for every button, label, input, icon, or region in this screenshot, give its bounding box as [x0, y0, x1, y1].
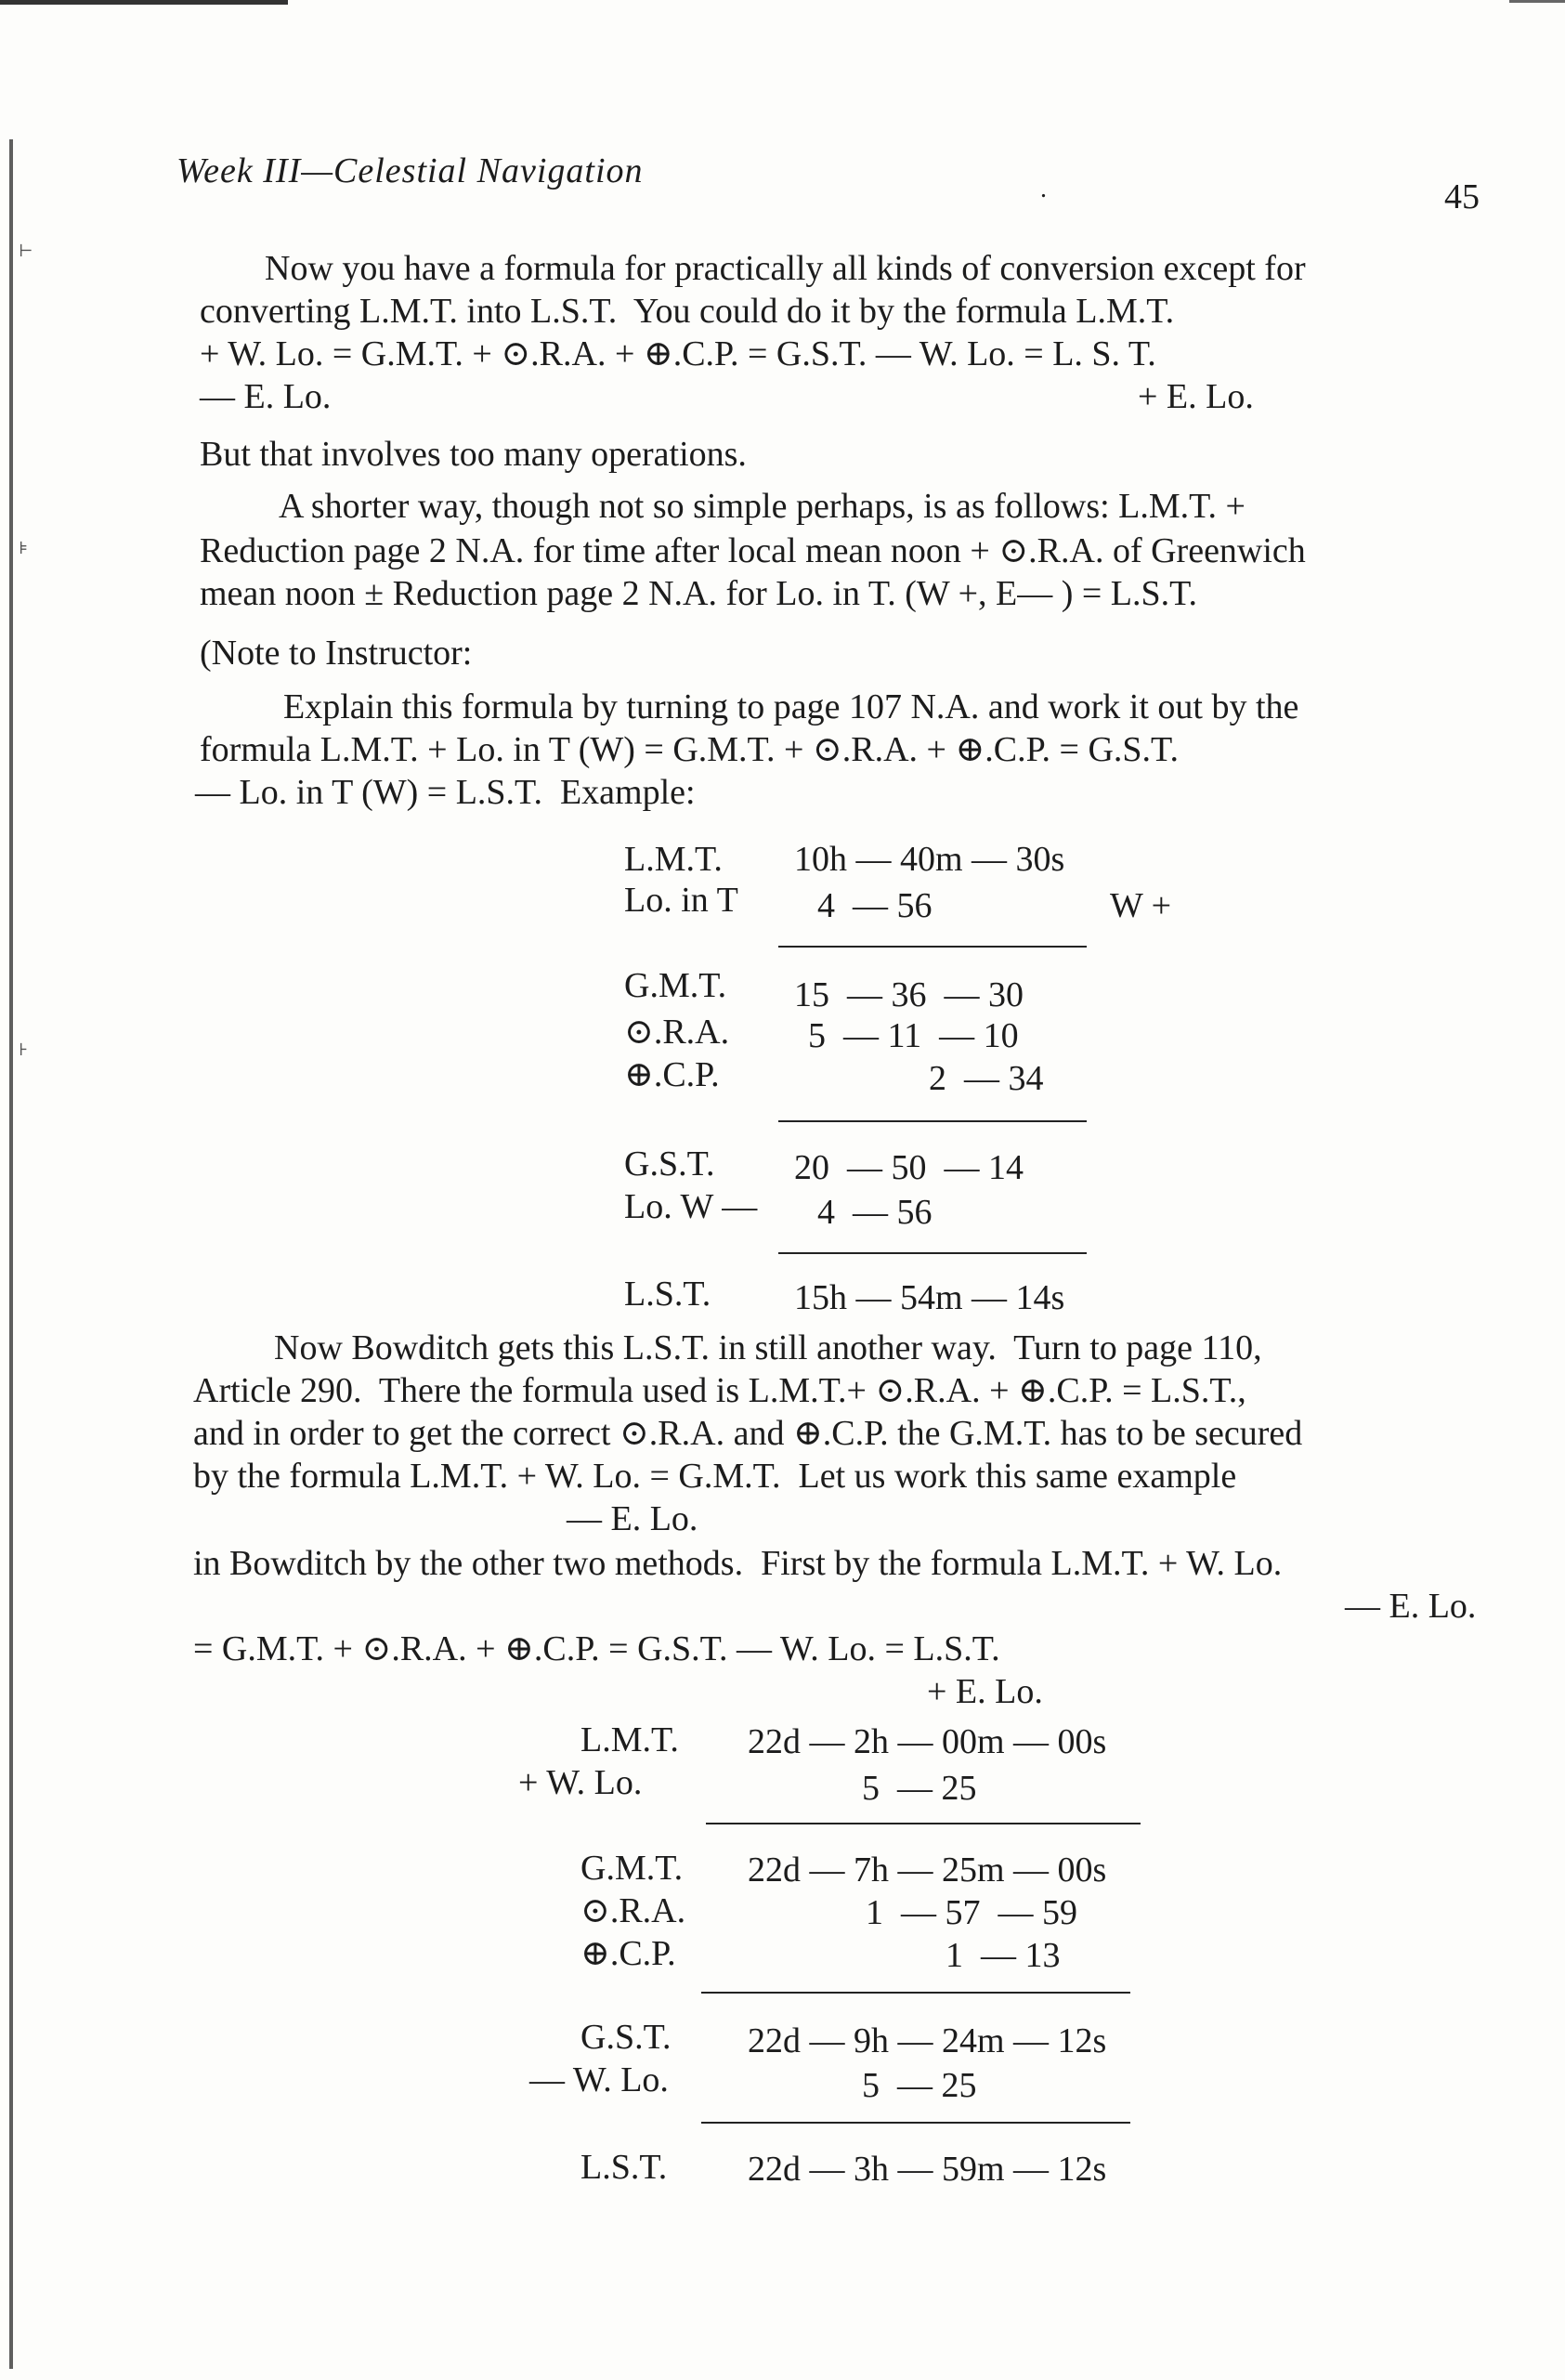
- text-line: + E. Lo.: [927, 1672, 1043, 1711]
- text-line: by the formula L.M.T. + W. Lo. = G.M.T. Let us work this same example: [193, 1457, 1237, 1496]
- example1-value: 5 — 11 — 10: [808, 1016, 1019, 1055]
- example1-value: 15 — 36 — 30: [794, 975, 1024, 1014]
- example1-note: W +: [1110, 886, 1172, 925]
- example1-label: L.S.T.: [624, 1275, 711, 1314]
- text-line: A shorter way, though not so simple perhaps, is as follows: L.M.T. +: [279, 487, 1245, 526]
- example2-label: — W. Lo.: [529, 2060, 669, 2099]
- text-line: mean noon ± Reduction page 2 N.A. for Lo. in T. (W +, E— ) = L.S.T.: [200, 574, 1198, 613]
- text-line: and in order to get the correct ⊙.R.A. and ⊕.C.P. the G.M.T. has to be secured: [193, 1414, 1303, 1453]
- sum-rule: [778, 946, 1087, 948]
- text-line: + E. Lo.: [1138, 377, 1254, 416]
- example2-value: 22d — 3h — 59m — 12s: [748, 2150, 1107, 2189]
- sum-rule: [701, 2122, 1130, 2124]
- text-line: — E. Lo.: [567, 1499, 698, 1538]
- text-line: (Note to Instructor:: [200, 634, 473, 673]
- text-line: + W. Lo. = G.M.T. + ⊙.R.A. + ⊕.C.P. = G.S.T. — W. Lo. = L. S. T.: [200, 334, 1156, 373]
- example1-value: 15h — 54m — 14s: [794, 1278, 1065, 1317]
- text-line: Reduction page 2 N.A. for time after local mean noon + ⊙.R.A. of Greenwich: [200, 531, 1306, 570]
- text-line: But that involves too many operations.: [200, 435, 747, 474]
- margin-mark: ⊢: [19, 242, 33, 260]
- example2-label: + W. Lo.: [518, 1763, 643, 1802]
- sum-rule: [778, 1252, 1087, 1254]
- example1-label: Lo. in T: [624, 881, 738, 920]
- example2-label: G.S.T.: [580, 2018, 672, 2057]
- example2-value: 22d — 7h — 25m — 00s: [748, 1850, 1107, 1890]
- margin-mark: ⊦: [19, 1040, 29, 1059]
- example1-label: ⊙.R.A.: [624, 1013, 730, 1052]
- example2-value: 5 — 25: [862, 2066, 977, 2105]
- example1-label: G.M.T.: [624, 966, 727, 1005]
- sum-rule: [701, 1992, 1130, 1994]
- example2-label: G.M.T.: [580, 1849, 684, 1888]
- text-line: — Lo. in T (W) = L.S.T. Example:: [195, 773, 696, 812]
- example2-value: 22d — 9h — 24m — 12s: [748, 2021, 1107, 2060]
- running-header-title: Week III—Celestial Navigation: [176, 151, 644, 190]
- margin-mark: ⊧: [19, 539, 29, 557]
- text-line: = G.M.T. + ⊙.R.A. + ⊕.C.P. = G.S.T. — W. Lo. = L.S.T.: [193, 1629, 1000, 1668]
- example1-label: ⊕.C.P.: [624, 1055, 720, 1094]
- text-line: — E. Lo.: [1345, 1587, 1477, 1626]
- text-line: formula L.M.T. + Lo. in T (W) = G.M.T. + ⊙.R.A. + ⊕.C.P. = G.S.T.: [200, 730, 1179, 769]
- header-dot: .: [1040, 175, 1047, 203]
- example1-value: 10h — 40m — 30s: [794, 840, 1065, 879]
- page-number: 45: [1444, 177, 1480, 216]
- text-line: Now you have a formula for practically all kinds of conversion except for: [265, 249, 1306, 288]
- text-line: Now Bowditch gets this L.S.T. in still another way. Turn to page 110,: [274, 1328, 1262, 1367]
- text-line: in Bowditch by the other two methods. First by the formula L.M.T. + W. Lo.: [193, 1544, 1283, 1583]
- scan-top-border: [0, 0, 288, 5]
- example2-value: 1 — 57 — 59: [866, 1893, 1077, 1932]
- example2-label: L.S.T.: [580, 2148, 668, 2187]
- example1-value: 4 — 56: [817, 886, 932, 925]
- example2-label: L.M.T.: [580, 1720, 679, 1759]
- text-line: Article 290. There the formula used is L.M.T.+ ⊙.R.A. + ⊕.C.P. = L.S.T.,: [193, 1371, 1246, 1410]
- example2-label: ⊙.R.A.: [580, 1891, 686, 1930]
- example1-value: 2 — 34: [929, 1059, 1044, 1098]
- example1-label: Lo. W —: [624, 1187, 758, 1226]
- scan-top-border-right: [1509, 0, 1565, 3]
- example1-label: G.S.T.: [624, 1144, 715, 1183]
- example1-value: 20 — 50 — 14: [794, 1148, 1024, 1187]
- text-line: Explain this formula by turning to page 107 N.A. and work it out by the: [283, 687, 1299, 726]
- binding-edge: [9, 139, 13, 2369]
- example2-value: 1 — 13: [946, 1936, 1061, 1975]
- sum-rule: [706, 1823, 1141, 1824]
- example2-label: ⊕.C.P.: [580, 1934, 676, 1973]
- sum-rule: [778, 1120, 1087, 1122]
- example1-value: 4 — 56: [817, 1193, 932, 1232]
- text-line: converting L.M.T. into L.S.T. You could do it by the formula L.M.T.: [200, 292, 1175, 331]
- example2-value: 22d — 2h — 00m — 00s: [748, 1722, 1107, 1761]
- example2-value: 5 — 25: [862, 1769, 977, 1808]
- text-line: — E. Lo.: [200, 377, 332, 416]
- example1-label: L.M.T.: [624, 840, 723, 879]
